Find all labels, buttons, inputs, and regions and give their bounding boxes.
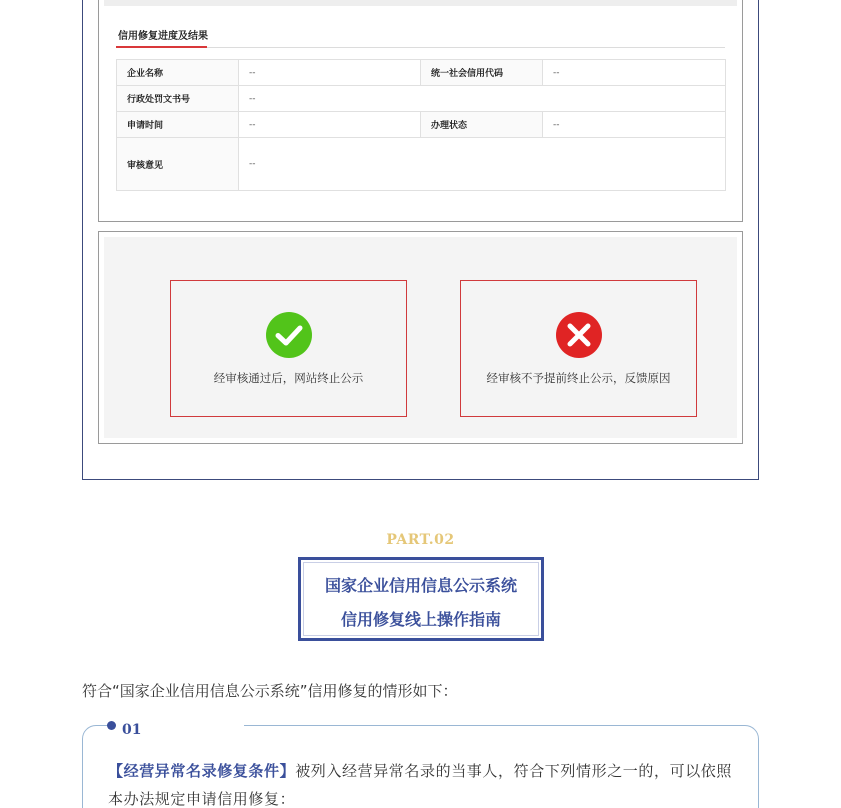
- card-number: 01: [122, 722, 142, 738]
- guide-title-line2: 信用修复线上操作指南: [340, 610, 501, 629]
- section-divider: [116, 47, 725, 48]
- company-name-label: 企业名称: [117, 60, 239, 86]
- progress-info-table: [116, 59, 726, 191]
- progress-panel-header-strip: [104, 0, 737, 6]
- approved-result-text: 经审核通过后，网站终止公示: [213, 371, 364, 385]
- review-opinion-label: 审核意见: [117, 138, 239, 191]
- card-body-text: 被列入经营异常名录的当事人，符合下列情形之一的，可以依照本办法规定申请信用修复：: [108, 762, 733, 808]
- card-body: [108, 757, 738, 808]
- status-label: 办理状态: [421, 112, 543, 138]
- company-name-value: --: [239, 60, 421, 86]
- table-row: [117, 138, 726, 191]
- credit-code-label: 统一社会信用代码: [421, 60, 543, 86]
- section-title-accent: [116, 46, 207, 48]
- check-circle-icon: [265, 311, 313, 359]
- card-dot-icon: [107, 721, 116, 730]
- table-row: [117, 60, 726, 86]
- credit-code-value: --: [543, 60, 726, 86]
- card-highlight: 【经营异常名录修复条件】: [108, 762, 296, 780]
- review-opinion-value: --: [239, 138, 726, 191]
- table-row: [117, 112, 726, 138]
- part-label: PART.02: [386, 532, 455, 548]
- guide-title-line1: 国家企业信用信息公示系统: [324, 576, 517, 595]
- rejected-result-box: [460, 280, 697, 417]
- approved-result-box: [170, 280, 407, 417]
- penalty-doc-label: 行政处罚文书号: [117, 86, 239, 112]
- intro-text: 符合“国家企业信用信息公示系统”信用修复的情形如下：: [82, 682, 458, 700]
- cross-circle-icon: [555, 311, 603, 359]
- progress-section-title: 信用修复进度及结果: [118, 31, 208, 42]
- table-row: [117, 86, 726, 112]
- guide-title-box: [298, 557, 544, 641]
- status-value: --: [543, 112, 726, 138]
- rejected-result-text: 经审核不予提前终止公示，反馈原因: [486, 371, 671, 385]
- penalty-doc-value: --: [239, 86, 726, 112]
- apply-time-value: --: [239, 112, 421, 138]
- apply-time-label: 申请时间: [117, 112, 239, 138]
